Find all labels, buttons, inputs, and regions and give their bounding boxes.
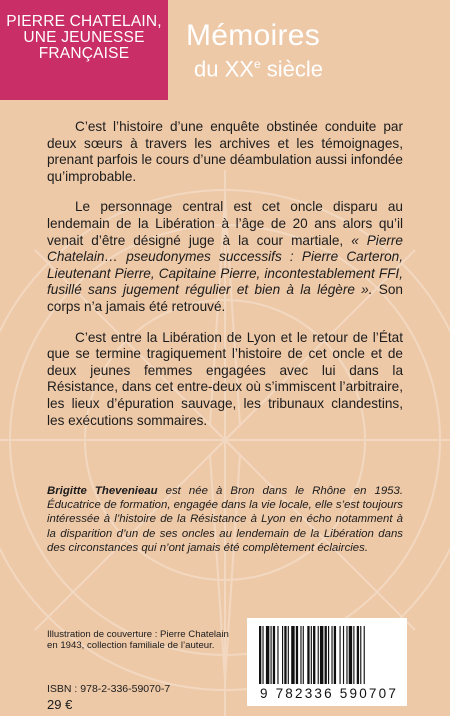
collection-name [186, 20, 323, 81]
barcode-digits: 9 782336 590707 [259, 686, 399, 701]
barcode-bar [273, 626, 275, 684]
barcode-bar [311, 626, 312, 684]
barcode-bar [357, 626, 359, 684]
barcode-bar [320, 626, 323, 684]
barcode-bar [313, 626, 315, 684]
barcode-bar [303, 626, 304, 684]
barcode-bar [328, 626, 329, 684]
blurb-text [47, 119, 403, 443]
barcode-bar [334, 626, 336, 684]
barcode-bar [284, 626, 286, 684]
barcode-bar [277, 626, 278, 684]
author-name: Brigitte Thevenieau [47, 485, 158, 497]
book-title-line: UNE JEUNESSE [23, 29, 145, 46]
blurb-paragraph-2: Le personnage central est cet oncle disparu au lendemain de la Libération à l’âge de 20 ans alors qu’il venait d’être désigné juge à la cour martiale, « Pierre Chatelain… pseudonymes successifs : Pierre Carteron, Lieutenant Pierre, Capitaine Pierre, incontestablement FFI, fusillé sans jugement régulier et bien à la légère ». Son corps n’a jamais été retrouvé. [47, 199, 403, 314]
barcode-bar [360, 626, 361, 684]
cover-credits: Illustration de couverture : Pierre Chatelain en 1943, collection familiale de l’auteur. [47, 629, 229, 652]
barcode [247, 618, 407, 706]
barcode-bar [282, 626, 283, 684]
barcode-bar [346, 626, 347, 684]
barcode-bar [331, 626, 332, 684]
barcode-bar [271, 626, 272, 684]
barcode-bar [262, 626, 263, 684]
barcode-bar [266, 626, 269, 684]
barcode-bar [349, 626, 352, 684]
barcode-bar [296, 626, 298, 684]
blurb-paragraph-3: C’est entre la Libération de Lyon et le retour de l’État que se termine tragiquement l’histoire de cet oncle et de deux jeunes femmes engagées avec lui dans la Résistance, dans cet entre-deux où s’immiscent l’arbitraire, les lieux d’épuration sauvage, les tribunaux clandestins, les exécutions sommaires. [47, 329, 403, 428]
barcode-bar [307, 626, 309, 684]
barcode-bar [318, 626, 319, 684]
book-title-box [0, 0, 168, 100]
price: 29 € [47, 697, 73, 712]
barcode-bar [325, 626, 327, 684]
barcode-bar [353, 626, 354, 684]
blurb-paragraph-1: C’est l’histoire d’une enquête obstinée conduite par deux sœurs à travers les archives et les témoignages, prenant parfois le cours d’une déambulation aussi infondée qu’improbable. [47, 119, 403, 184]
barcode-bar [291, 626, 294, 684]
collection-line-2: du XXe siècle [194, 56, 323, 82]
author-bio: Brigitte Thevenieau est née à Bron dans le Rhône en 1953. Éducatrice de formation, engagée dans la vie locale, elle s’est toujours intéressée à l’histoire de la Résistance à Lyon en écho notamment à la disparition d’un de ses oncles au lendemain de la Libération dans des circonstances qui n’ont jamais été complètement éclaircies. [47, 485, 403, 554]
barcode-bars [259, 626, 399, 686]
isbn: ISBN : 978-2-336-59070-7 [47, 683, 171, 695]
collection-line-1: Mémoires [186, 19, 321, 52]
barcode-bar [259, 626, 261, 684]
barcode-bar [340, 626, 341, 684]
barcode-bar [364, 626, 365, 684]
barcode-bar [343, 626, 344, 684]
barcode-bar [300, 626, 301, 684]
barcode-bar [288, 626, 289, 684]
book-title-line: FRANÇAISE [38, 45, 130, 62]
book-title-line: PIERRE CHATELAIN, [6, 13, 162, 30]
